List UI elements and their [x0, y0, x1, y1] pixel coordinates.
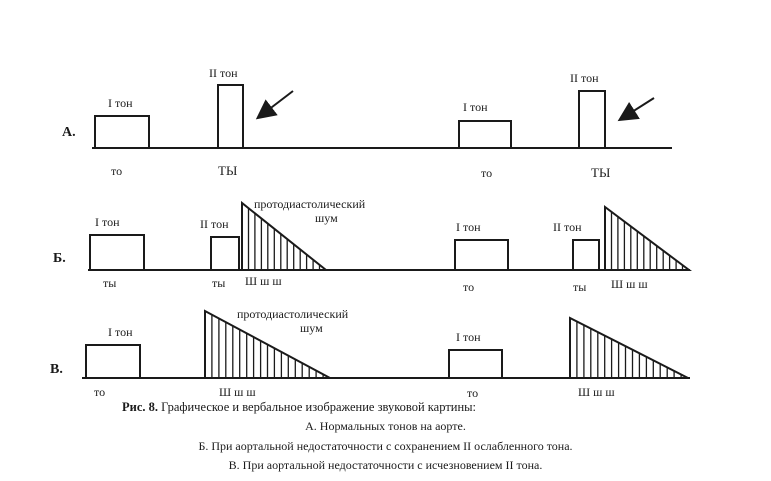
beat-label: то — [467, 386, 479, 400]
beat-label: ты — [103, 276, 117, 290]
tone2-label: II тон — [209, 66, 238, 80]
caption-item-c: В. При аортальной недостаточности с исчезновением II тона. — [228, 458, 543, 472]
tone2-bar — [573, 240, 599, 270]
row-c-label: В. — [50, 362, 63, 377]
tone2-bar — [579, 91, 605, 148]
row-a-label: А. — [62, 125, 76, 140]
murmur-triangle — [570, 318, 688, 378]
beat-label: ты — [573, 280, 587, 294]
tone2-label: II тон — [553, 220, 582, 234]
tone1-bar — [86, 345, 140, 378]
figure-caption-title — [122, 400, 476, 415]
row-b — [53, 197, 690, 294]
tone1-label: I тон — [108, 96, 133, 110]
tone1-label: I тон — [108, 325, 133, 339]
tone1-bar — [455, 240, 508, 270]
murmur-label-line2: шум — [315, 211, 338, 225]
beat-label: Ш ш ш — [611, 277, 648, 291]
caption-item-b: Б. При аортальной недостаточности с сохранением II ослабленного тона. — [198, 439, 573, 453]
beat-label: ТЫ — [218, 163, 238, 178]
murmur-label-line1: протодиастолический — [237, 307, 349, 321]
tone2-label: II тон — [570, 71, 599, 85]
beat-label: то — [463, 280, 475, 294]
beat-label: то — [111, 164, 123, 178]
tone1-label: I тон — [95, 215, 120, 229]
beat-label: то — [481, 166, 493, 180]
tone1-bar — [90, 235, 144, 270]
arrow-icon — [621, 98, 654, 119]
beat-label: то — [94, 385, 106, 399]
tone2-label: II тон — [200, 217, 229, 231]
beat-label: ты — [212, 276, 226, 290]
tone1-bar — [459, 121, 511, 148]
murmur-label — [237, 307, 351, 335]
beat-label: ТЫ — [591, 165, 611, 180]
tone1-bar — [95, 116, 149, 148]
caption-item-a: А. Нормальных тонов на аорте. — [305, 419, 466, 433]
beat-label: Ш ш ш — [578, 385, 615, 399]
tone2-bar — [211, 237, 239, 270]
murmur-triangle — [605, 207, 689, 270]
row-a — [62, 66, 672, 180]
beat-label: Ш ш ш — [219, 385, 256, 399]
tone2-bar — [218, 85, 243, 148]
murmur-label-line2: шум — [300, 321, 323, 335]
tone1-label: I тон — [456, 330, 481, 344]
figure-title: Графическое и вербальное изображение звуковой картины: — [161, 400, 477, 414]
figure-number: Рис. 8. — [122, 400, 159, 414]
murmur-label — [254, 197, 368, 225]
tone1-label: I тон — [463, 100, 488, 114]
beat-label: Ш ш ш — [245, 274, 282, 288]
tone1-label: I тон — [456, 220, 481, 234]
murmur-triangle — [242, 203, 326, 270]
tone1-bar — [449, 350, 502, 378]
arrow-icon — [259, 91, 293, 117]
murmur-label-line1: протодиастолический — [254, 197, 366, 211]
row-c — [50, 307, 690, 400]
row-b-label: Б. — [53, 251, 66, 266]
